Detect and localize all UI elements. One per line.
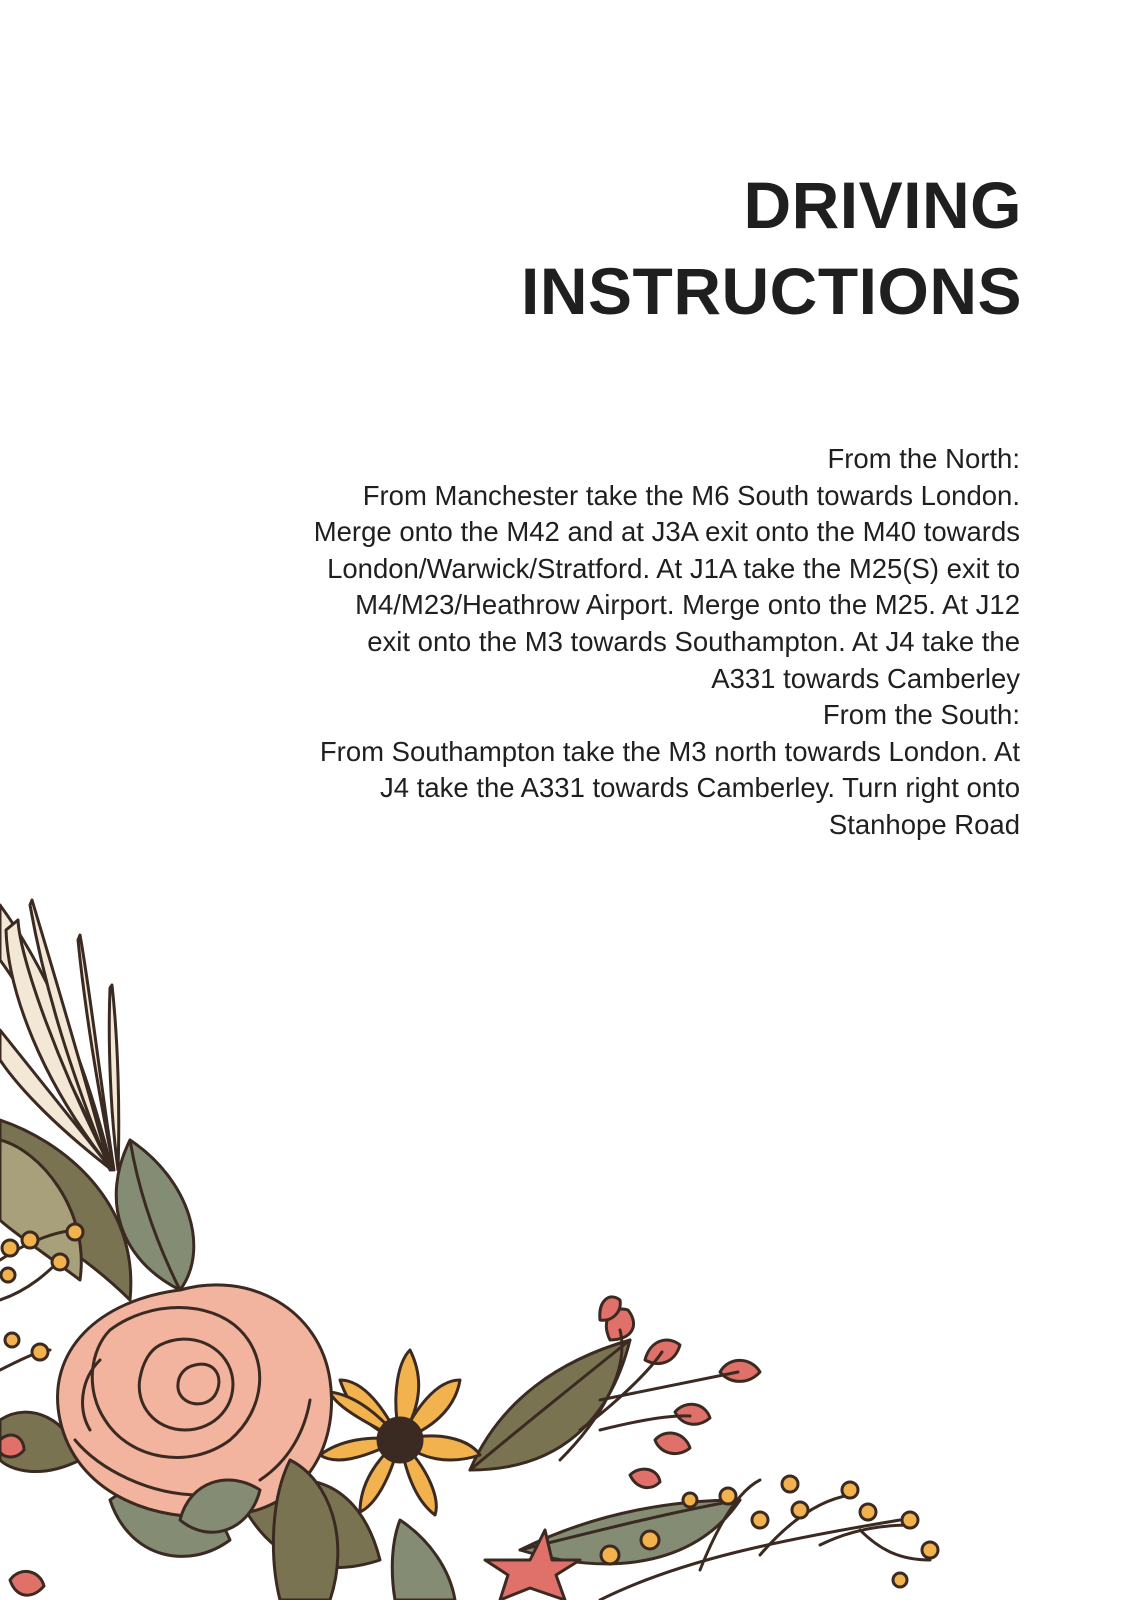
south-line: Stanhope Road	[828, 808, 1020, 840]
leaf	[273, 1460, 337, 1600]
south-line: J4 take the A331 towards Camberley. Turn right onto	[380, 772, 1020, 804]
north-heading: From the North:	[827, 443, 1020, 474]
north-line: M4/M23/Heathrow Airport. Merge onto the M25. At J12	[355, 589, 1020, 621]
north-line: Merge onto the M42 and at J3A exit onto the M40 towards	[313, 516, 1020, 548]
driving-instructions	[200, 441, 1020, 844]
north-line: From Manchester take the M6 South towards London.	[362, 479, 1020, 511]
north-line: exit onto the M3 towards Southampton. At J4 take the	[367, 625, 1020, 657]
title-line-1: DRIVING	[743, 168, 1022, 242]
floral-decoration	[0, 880, 1136, 1600]
north-line: London/Warwick/Stratford. At J1A take the M25(S) exit to	[327, 552, 1020, 584]
leaf	[392, 1520, 455, 1600]
title-line-2: INSTRUCTIONS	[521, 254, 1022, 328]
page-title	[521, 162, 1022, 334]
south-heading: From the South:	[822, 699, 1020, 731]
daisy	[320, 1350, 480, 1515]
north-line: A331 towards Camberley	[711, 662, 1020, 694]
south-line: From Southampton take the M3 north towards London. At	[319, 735, 1020, 767]
